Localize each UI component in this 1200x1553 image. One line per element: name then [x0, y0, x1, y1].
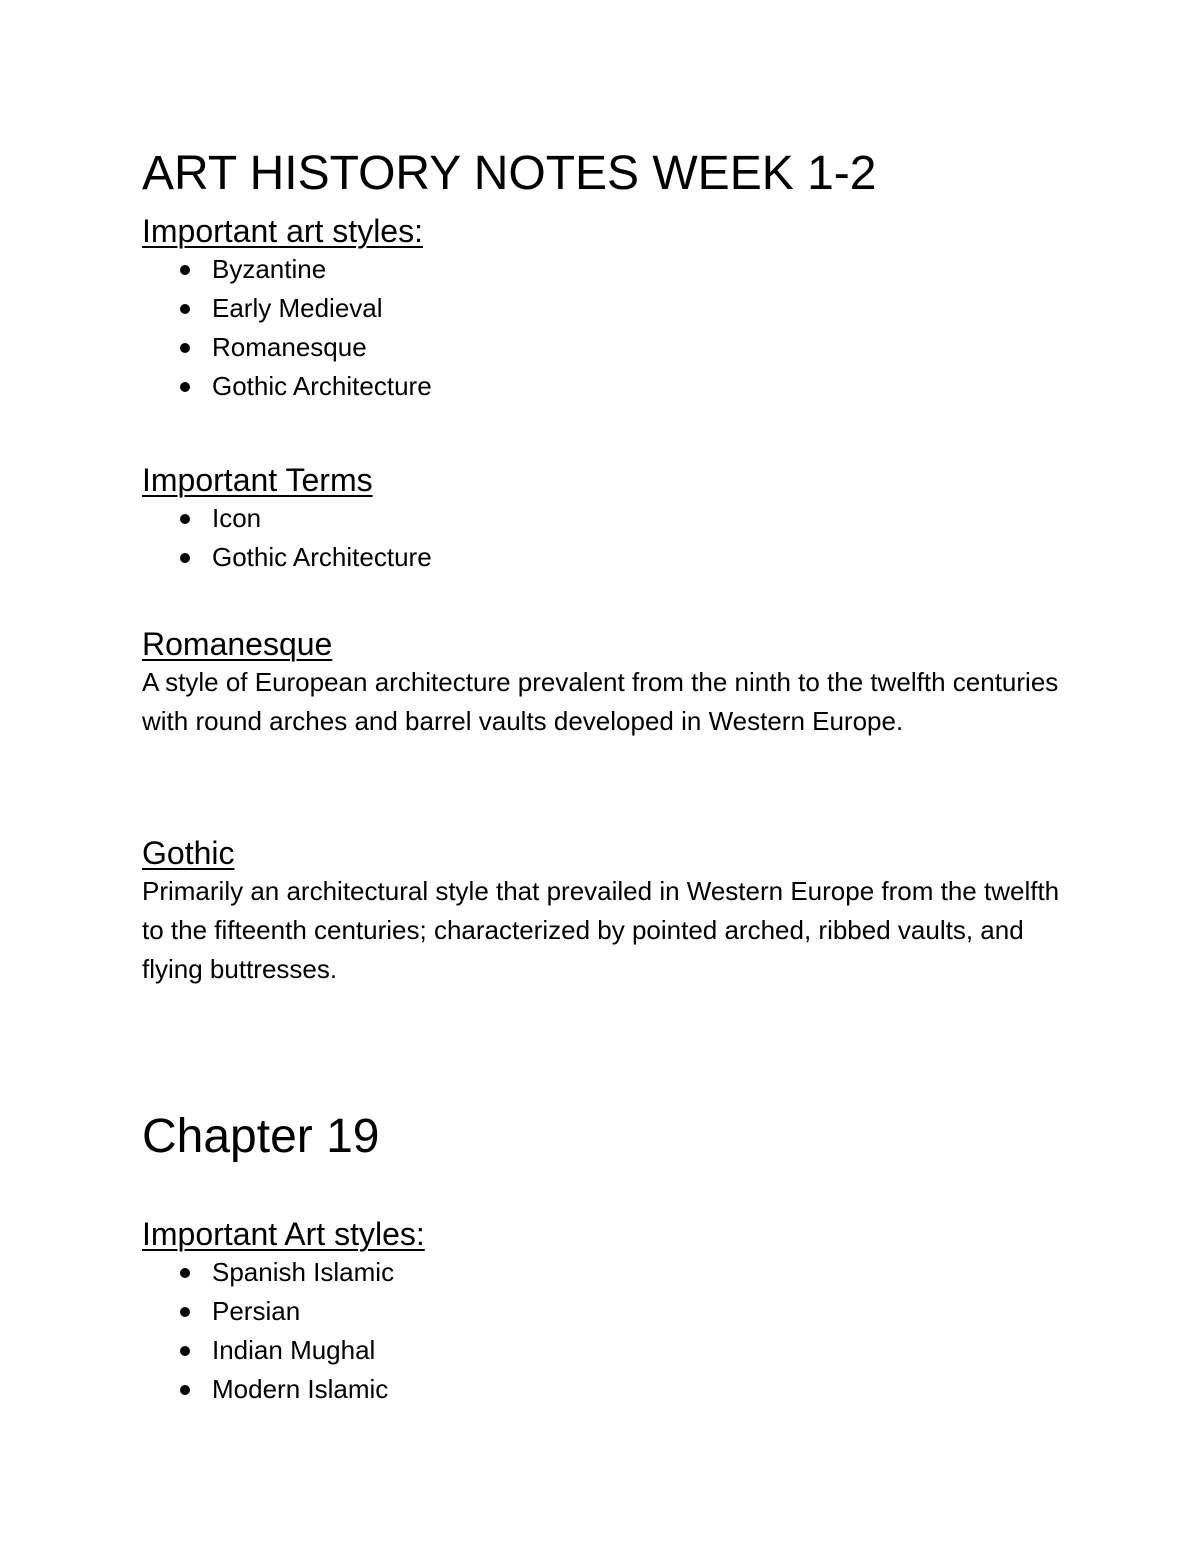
bullet-icon	[180, 514, 190, 524]
list-item	[142, 1370, 1072, 1409]
bullet-icon	[180, 1307, 190, 1317]
bullet-icon	[180, 304, 190, 314]
chapter-title: Chapter 19	[142, 1110, 380, 1163]
list-item-text: Early Medieval	[212, 293, 383, 323]
bullet-icon	[180, 343, 190, 353]
list-item-text: Icon	[212, 503, 262, 533]
section-important-terms	[142, 461, 1072, 577]
list-item	[142, 1331, 1072, 1370]
list-item-text: Gothic Architecture	[212, 371, 432, 401]
section-heading: Gothic	[142, 835, 235, 871]
list-item	[142, 289, 1072, 328]
list-item-text: Indian Mughal	[212, 1335, 376, 1365]
section-heading: Important art styles:	[142, 213, 423, 249]
list-item-text: Romanesque	[212, 332, 367, 362]
list-item	[142, 1253, 1072, 1292]
section-romanesque	[142, 625, 1072, 741]
list-item	[142, 499, 1072, 538]
section-paragraph: Primarily an architectural style that prevailed in Western Europe from the twelfth to the fifteenth centuries; characterized by pointed arched, ribbed vaults, and flying buttresses.	[142, 876, 1060, 984]
list-item-text: Persian	[212, 1296, 301, 1326]
bullet-list	[142, 499, 1072, 577]
section-heading: Important Art styles:	[142, 1216, 425, 1252]
list-item	[142, 1292, 1072, 1331]
bullet-icon	[180, 1385, 190, 1395]
list-item-text: Spanish Islamic	[212, 1257, 395, 1287]
bullet-icon	[180, 265, 190, 275]
section-chapter-art-styles	[142, 1215, 1072, 1409]
bullet-icon	[180, 553, 190, 563]
list-item	[142, 367, 1072, 406]
section-heading: Romanesque	[142, 626, 333, 662]
bullet-icon	[180, 1346, 190, 1356]
list-item-text: Modern Islamic	[212, 1374, 389, 1404]
bullet-icon	[180, 382, 190, 392]
bullet-list	[142, 1253, 1072, 1409]
section-paragraph: A style of European architecture prevalent from the ninth to the twelfth centuries with round arches and barrel vaults developed in Western Europe.	[142, 667, 1059, 736]
list-item	[142, 328, 1072, 367]
section-art-styles	[142, 212, 1072, 406]
list-item	[142, 250, 1072, 289]
list-item-text: Gothic Architecture	[212, 542, 432, 572]
list-item-text: Byzantine	[212, 254, 327, 284]
bullet-icon	[180, 1268, 190, 1278]
section-heading: Important Terms	[142, 462, 373, 498]
bullet-list	[142, 250, 1072, 406]
page-title: ART HISTORY NOTES WEEK 1-2	[142, 147, 877, 200]
section-gothic	[142, 834, 1072, 989]
list-item	[142, 538, 1072, 577]
